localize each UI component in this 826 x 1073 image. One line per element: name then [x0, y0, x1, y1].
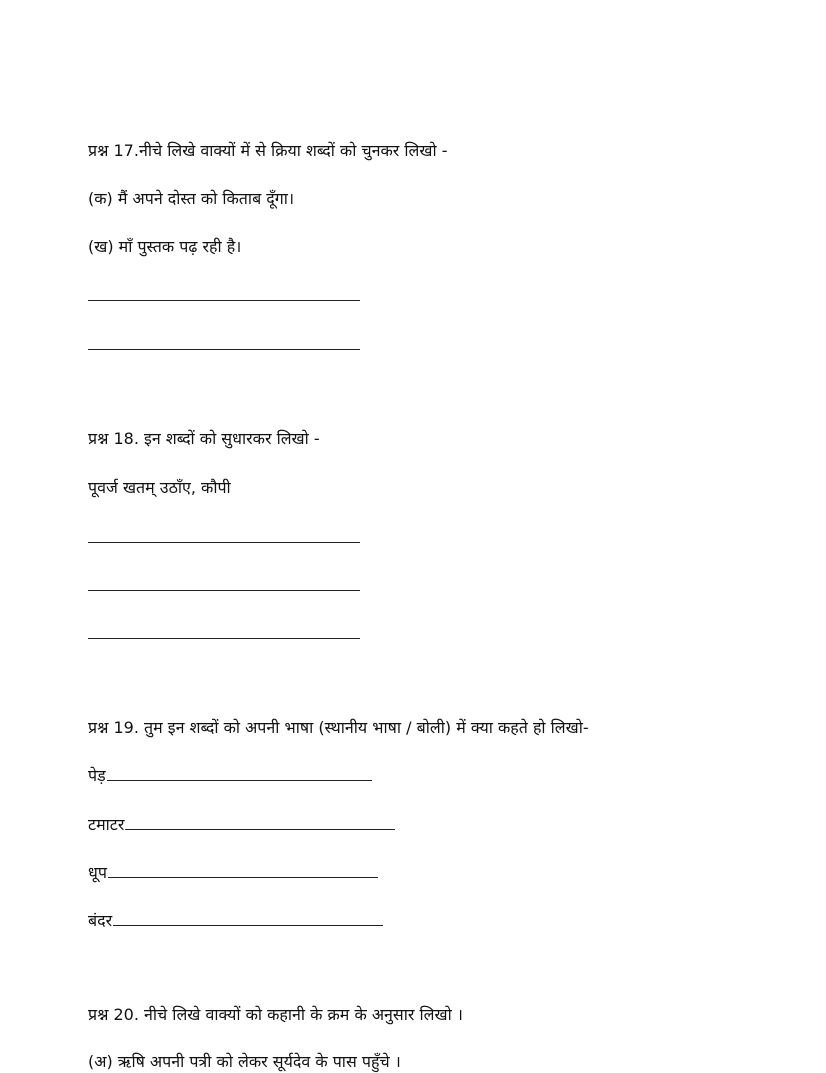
- answer-line[interactable]: [125, 829, 395, 830]
- q19-item-label: टमाटर: [88, 815, 125, 834]
- answer-line[interactable]: [88, 542, 360, 543]
- q18-words: पूवर्ज खतम् उठाँए, कौपी: [88, 478, 231, 497]
- q19-item-label: बंदर: [88, 911, 113, 930]
- answer-line[interactable]: [107, 780, 372, 781]
- q19-item: [88, 814, 395, 836]
- q17-title: प्रश्न 17.नीचे लिखे वाक्यों में से क्रिया शब्दों को चुनकर लिखो -: [88, 141, 448, 160]
- answer-line[interactable]: [88, 590, 360, 591]
- q20-title: प्रश्न 20. नीचे लिखे वाक्यों को कहानी के क्रम के अनुसार लिखो ।: [88, 1005, 463, 1024]
- answer-line[interactable]: [113, 925, 383, 926]
- q19-item: [88, 765, 372, 787]
- q19-item: [88, 862, 378, 884]
- q19-item-label: धूप: [88, 863, 107, 882]
- answer-line[interactable]: [108, 877, 378, 878]
- q19-item-label: पेड़: [88, 766, 106, 785]
- q19-title: प्रश्न 19. तुम इन शब्दों को अपनी भाषा (स्थानीय भाषा / बोली) में क्या कहते हो लिखो-: [88, 718, 589, 737]
- answer-line[interactable]: [88, 300, 360, 301]
- q19-item: [88, 910, 383, 932]
- answer-line[interactable]: [88, 349, 360, 350]
- q17-sentence-2: (ख) माँ पुस्तक पढ़ रही है।: [88, 237, 242, 256]
- q17-sentence-1: (क) मैं अपने दोस्त को किताब दूँगा।: [88, 189, 295, 208]
- answer-line[interactable]: [88, 638, 360, 639]
- q18-title: प्रश्न 18. इन शब्दों को सुधारकर लिखो -: [88, 429, 320, 448]
- q20-sentence-1: (अ) ऋषि अपनी पत्री को लेकर सूर्यदेव के पास पहुँचे ।: [88, 1052, 401, 1071]
